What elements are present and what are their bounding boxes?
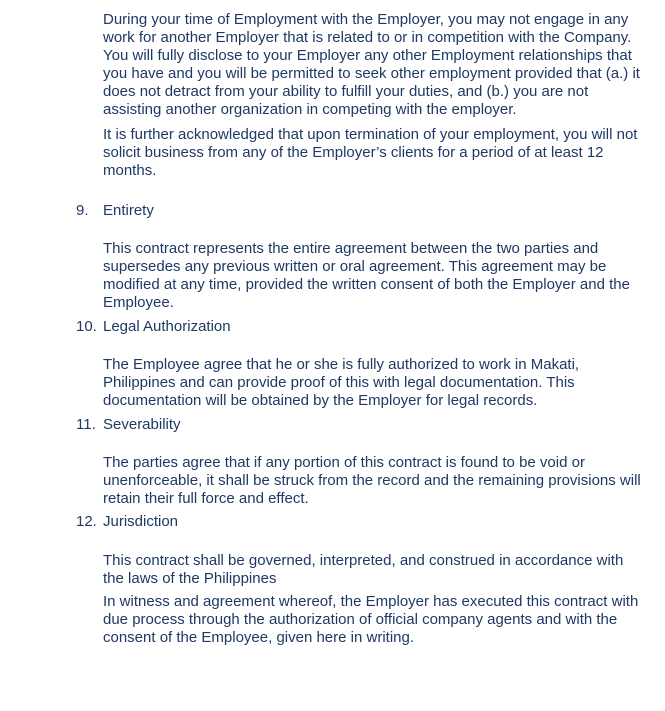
section-title: Entirety	[103, 202, 154, 219]
section-heading-jurisdiction	[76, 513, 178, 531]
section-heading-legal-authorization	[76, 318, 231, 336]
witness-paragraph: In witness and agreement whereof, the Employer has executed this contract with due process through the authorization of official company agents and with the consent of the Employee, given here in writing.	[103, 593, 639, 646]
jurisdiction-paragraph: This contract shall be governed, interpreted, and construed in accordance with the laws of the Philippines	[103, 552, 624, 587]
section-heading-severability	[76, 416, 181, 434]
section-number: 10.	[76, 318, 97, 335]
non-compete-paragraph: During your time of Employment with the Employer, you may not engage in any work for another Employer that is related to or in competition with the Company. You will fully disclose to your Employer any other Employment relationships that you have and you will be permitted to seek other employment provided that (a.) it does not detract from your ability to fulfill your duties, and (b.) you are not assisting another organization in competing with the employer.	[103, 11, 640, 118]
entirety-paragraph: This contract represents the entire agreement between the two parties and supersedes any previous written or oral agreement. This agreement may be modified at any time, provided the written consent of both the Employer and the Employee.	[103, 240, 630, 311]
section-number: 9.	[76, 202, 89, 219]
section-title: Jurisdiction	[103, 513, 179, 530]
section-title: Severability	[103, 416, 181, 433]
severability-paragraph: The parties agree that if any portion of this contract is found to be void or unenforceable, it shall be struck from the record and the remaining provisions will retain their full force and effect.	[103, 454, 641, 507]
section-number: 11.	[76, 416, 96, 433]
section-number: 12.	[76, 513, 97, 530]
legal-authorization-paragraph: The Employee agree that he or she is fully authorized to work in Makati, Philippines and can provide proof of this with legal documentation. This documentation will be obtained by the Employer for legal records.	[103, 356, 580, 409]
non-solicit-paragraph: It is further acknowledged that upon termination of your employment, you will not solicit business from any of the Employer’s clients for a period of at least 12 months.	[103, 126, 638, 179]
section-heading-entirety	[76, 202, 154, 220]
section-title: Legal Authorization	[103, 318, 231, 335]
